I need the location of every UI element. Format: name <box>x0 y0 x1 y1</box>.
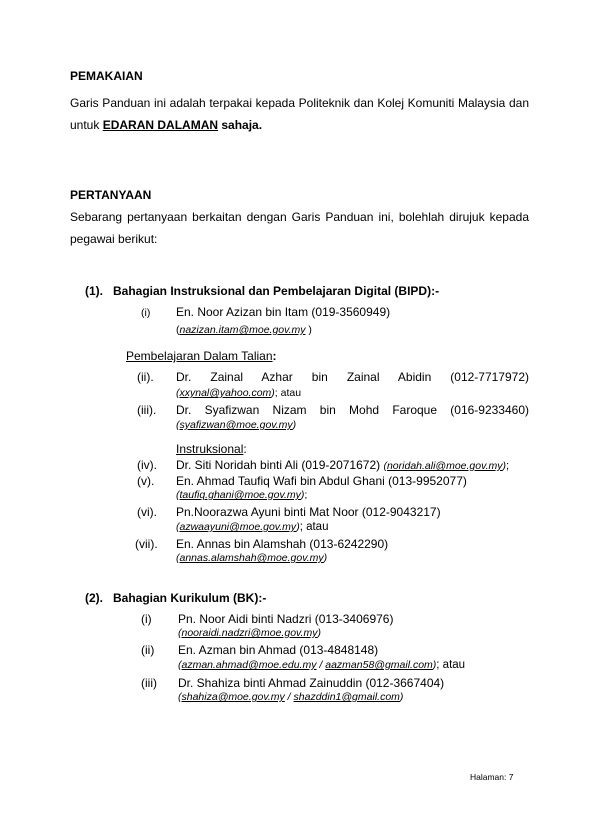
subheading-colon: : <box>272 349 277 363</box>
email-link[interactable]: annas.alamshah@moe.gov.my <box>179 552 324 564</box>
pertanyaan-heading: PERTANYAAN <box>70 188 152 202</box>
contact-suffix: ; <box>505 460 510 472</box>
contact-email[interactable]: (xxynal@yahoo.com); atau <box>176 387 302 399</box>
contact-name: Dr. Shahiza binti Ahmad Zainuddin (012-3667404) <box>178 676 445 690</box>
contact-suffix: ; atau <box>436 659 466 671</box>
email-link[interactable]: nazizan.itam@moe.gov.my <box>179 324 306 336</box>
contact-number: (ii) <box>141 643 155 657</box>
bk-number: (2). <box>85 591 103 605</box>
contact-email[interactable]: (annas.alamshah@moe.gov.my) <box>176 552 328 564</box>
email-separator: / <box>284 691 294 703</box>
contact-email[interactable]: (shahiza@moe.gov.my / shazddin1@gmail.com) <box>178 691 404 703</box>
email-link[interactable]: azman.ahmad@moe.edu.my <box>181 659 317 671</box>
pemakaian-line-1: Garis Panduan ini adalah terpakai kepada Politeknik dan Kolej Komuniti Malaysia dan <box>70 96 529 110</box>
contact-name: Dr. Siti Noridah binti Ali (019-2071672) <box>176 458 381 472</box>
contact-email[interactable]: (azwaayuni@moe.gov.my); atau <box>176 521 329 533</box>
email-link[interactable]: nooraidi.nadzri@moe.gov.my <box>181 627 318 639</box>
contact-suffix: ; atau <box>274 387 302 399</box>
email-close-paren: ) <box>305 324 312 336</box>
page-number: Halaman: 7 <box>470 772 514 782</box>
contact-suffix: ; atau <box>299 521 329 533</box>
contact-email[interactable] <box>176 324 312 336</box>
contact-name: Dr. Syafizwan Nizam bin Mohd Faroque (016-9233460) <box>176 403 529 417</box>
contact-name-with-email <box>176 458 509 472</box>
contact-name: En. Azman bin Ahmad (013-4848148) <box>178 643 379 657</box>
email-link[interactable]: noridah.ali@moe.gov.my <box>386 460 503 472</box>
contact-name: En. Ahmad Taufiq Wafi bin Abdul Ghani (013-9952077) <box>176 474 467 488</box>
contact-email[interactable]: (taufiq.ghani@moe.gov.my); <box>176 489 308 501</box>
pertanyaan-line-2: pegawai berikut: <box>70 232 158 246</box>
contact-number: (iii) <box>141 676 157 690</box>
contact-number: (i) <box>141 307 151 319</box>
contact-name: Pn.Noorazwa Ayuni binti Mat Noor (012-9043217) <box>176 505 441 519</box>
subheading-text: Instruksional <box>176 442 244 456</box>
contact-name: En. Noor Azizan bin Itam (019-3560949) <box>176 305 391 319</box>
email-link[interactable]: syafizwan@moe.gov.my <box>179 419 293 431</box>
email-link[interactable]: shahiza@moe.gov.my <box>181 691 285 703</box>
email-link[interactable]: xxynal@yahoo.com <box>179 387 272 399</box>
pemakaian-line-2-suffix: sahaja. <box>218 118 263 132</box>
email-open-paren: ( <box>176 324 180 336</box>
pemakaian-heading: PEMAKAIAN <box>70 69 143 83</box>
subheading-text: Pembelajaran Dalam Talian <box>126 349 273 363</box>
contact-email[interactable]: (azman.ahmad@moe.edu.my / aazman58@gmail.com); atau <box>178 659 466 671</box>
contact-number: (ii). <box>137 370 154 384</box>
contact-email[interactable]: (nooraidi.nadzri@moe.gov.my) <box>178 627 321 639</box>
email-link[interactable]: azwaayuni@moe.gov.my <box>179 521 297 533</box>
contact-number: (iv). <box>137 458 157 472</box>
bipd-title: Bahagian Instruksional dan Pembelajaran Digital (BIPD):- <box>113 284 440 298</box>
pemakaian-line-2-prefix: untuk <box>70 118 103 132</box>
contact-email[interactable]: (syafizwan@moe.gov.my) <box>176 419 297 431</box>
email-link[interactable]: taufiq.ghani@moe.gov.my <box>179 489 301 501</box>
contact-number: (vii). <box>135 537 158 551</box>
edaran-dalaman-emphasis: EDARAN DALAMAN <box>102 118 219 132</box>
contact-number: (i) <box>141 612 152 626</box>
contact-number: (iii). <box>137 403 157 417</box>
bipd-number: (1). <box>85 284 103 298</box>
pemakaian-line-2 <box>70 118 262 132</box>
email-link-secondary[interactable]: shazddin1@gmail.com <box>293 691 400 703</box>
email-separator: / <box>316 659 326 671</box>
contact-name: Pn. Noor Aidi binti Nadzri (013-3406976) <box>178 612 394 626</box>
contact-suffix: ; <box>304 489 308 501</box>
contact-number: (vi). <box>137 505 157 519</box>
contact-name: En. Annas bin Alamshah (013-6242290) <box>176 537 389 551</box>
contact-email[interactable]: (noridah.ali@moe.gov.my) <box>383 460 506 472</box>
contact-number: (v). <box>137 474 155 488</box>
subheading-pembelajaran-dalam-talian <box>126 349 277 363</box>
subheading-colon: : <box>243 442 247 456</box>
bk-title: Bahagian Kurikulum (BK):- <box>113 591 267 605</box>
pertanyaan-line-1: Sebarang pertanyaan berkaitan dengan Garis Panduan ini, bolehlah dirujuk kepada <box>70 210 529 224</box>
subheading-instruksional <box>176 442 247 456</box>
email-link-secondary[interactable]: aazman58@gmail.com <box>325 659 433 671</box>
contact-name: Dr. Zainal Azhar bin Zainal Abidin (012-7717972) <box>176 370 529 384</box>
